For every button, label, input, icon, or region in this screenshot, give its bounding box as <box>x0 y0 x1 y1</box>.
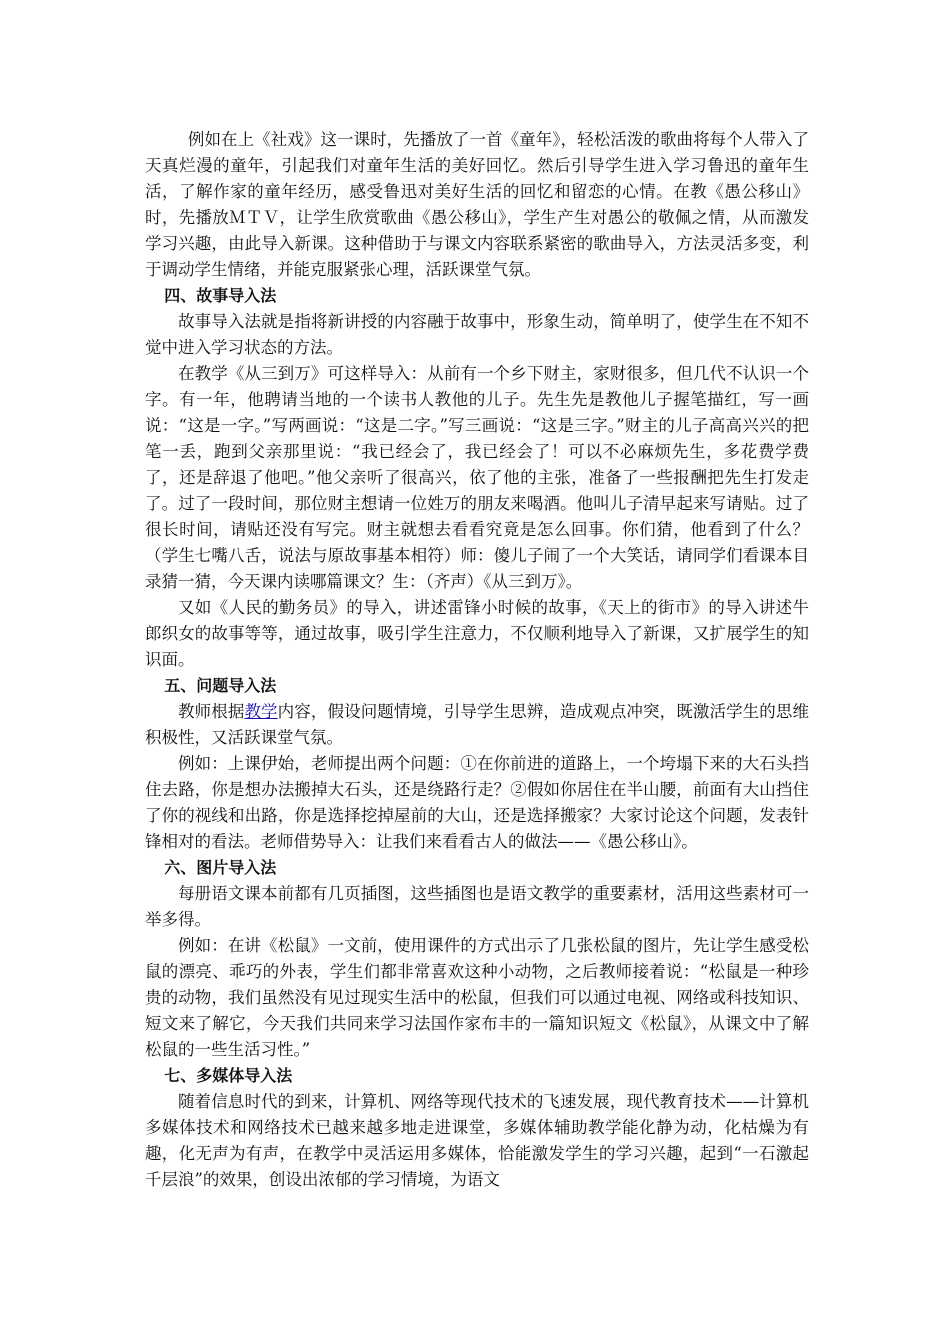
paragraph-text-before-link: 教师根据 <box>178 702 245 721</box>
heading-picture-method: 六、图片导入法 <box>164 858 277 877</box>
document-body <box>145 127 809 1193</box>
paragraph-song-intro: 例如在上《社戏》这一课时，先播放了一首《童年》，轻松活泼的歌曲将每个人带入了天真烂漫的童年，引起我们对童年生活的美好回忆。然后引导学生进入学习鲁迅的童年生活，了解作家的童年经历，感受鲁迅对美好生活的回忆和留恋的心情。在教《愚公移山》时，先播放ＭＴＶ，让学生欣赏歌曲《愚公移山》，学生产生对愚公的敬佩之情，从而激发学习兴趣，由此导入新课。这种借助于与课文内容联系紧密的歌曲导入，方法灵活多变，利于调动学生情绪，并能克服紧张心理，活跃课堂气氛。 <box>145 130 809 279</box>
paragraph-multimedia-definition: 随着信息时代的到来，计算机、网络等现代技术的飞速发展，现代教育技术——计算机多媒体技术和网络技术已越来越多地走进课堂，多媒体辅助教学能化静为动，化枯燥为有趣，化无声为有声，在教学中灵活运用多媒体，恰能激发学生的学习兴趣，起到“一石激起千层浪”的效果，创设出浓郁的学习情境，为语文 <box>145 1092 809 1189</box>
paragraph-picture-definition: 每册语文课本前都有几页插图，这些插图也是语文教学的重要素材，活用这些素材可一举多得。 <box>145 884 809 929</box>
heading-story-method: 四、故事导入法 <box>164 286 277 305</box>
paragraph-story-example: 在教学《从三到万》可这样导入：从前有一个乡下财主，家财很多，但几代不认识一个字。有一年，他聘请当地的一个读书人教他的儿子。先生先是教他儿子握笔描红，写一画说：“这是一字。”写两画说：“这是二字。”写三画说：“这是三字。”财主的儿子高高兴兴的把笔一丢，跑到父亲那里说：“我已经会了，我已经会了！可以不必麻烦先生，多花费学费了，还是辞退了他吧。”他父亲听了很高兴，依了他的主张，准备了一些报酬把先生打发走了。过了一段时间，那位财主想请一位姓万的朋友来喝酒。他叫儿子清早起来写请贴。过了很长时间，请贴还没有写完。财主就想去看看究竟是怎么回事。你们猜，他看到了什么？（学生七嘴八舌，说法与原故事基本相符）师：傻儿子闹了一个大笑话，请同学们看课本目录猜一猜，今天课内读哪篇课文？生：（齐声）《从三到万》。 <box>145 364 809 591</box>
paragraph-story-definition: 故事导入法就是指将新讲授的内容融于故事中，形象生动，简单明了，使学生在不知不觉中进入学习状态的方法。 <box>145 312 809 357</box>
heading-question-method: 五、问题导入法 <box>164 676 277 695</box>
paragraph-story-more-examples: 又如《人民的勤务员》的导入，讲述雷锋小时候的故事，《天上的街市》的导入讲述牛郎织女的故事等等，通过故事，吸引学生注意力，不仅顺利地导入了新课，又扩展学生的知识面。 <box>145 598 809 669</box>
paragraph-question-definition <box>145 699 809 751</box>
paragraph-question-example: 例如：上课伊始，老师提出两个问题：①在你前进的道路上，一个垮塌下来的大石头挡住去路，你是想办法搬掉大石头，还是绕路行走？②假如你居住在半山腰，前面有大山挡住了你的视线和出路，你是选择挖掉屋前的大山，还是选择搬家？大家讨论这个问题，发表针锋相对的看法。老师借势导入：让我们来看看古人的做法——《愚公移山》。 <box>145 754 809 851</box>
paragraph-picture-example: 例如：在讲《松鼠》一文前，使用课件的方式出示了几张松鼠的图片，先让学生感受松鼠的漂亮、乖巧的外表，学生们都非常喜欢这种小动物，之后教师接着说：“松鼠是一种珍贵的动物，我们虽然没有见过现实生活中的松鼠，但我们可以通过电视、网络或科技知识、短文来了解它，今天我们共同来学习法国作家布丰的一篇知识短文《松鼠》，从课文中了解松鼠的一些生活习性。” <box>145 936 809 1059</box>
heading-multimedia-method: 七、多媒体导入法 <box>164 1066 293 1085</box>
teaching-link[interactable]: 教学 <box>244 702 278 721</box>
paragraph-text-after-link: 内容，假设问题情境，引导学生思辨，造成观点冲突，既激活学生的思维积极性，又活跃课堂气氛。 <box>145 702 810 747</box>
